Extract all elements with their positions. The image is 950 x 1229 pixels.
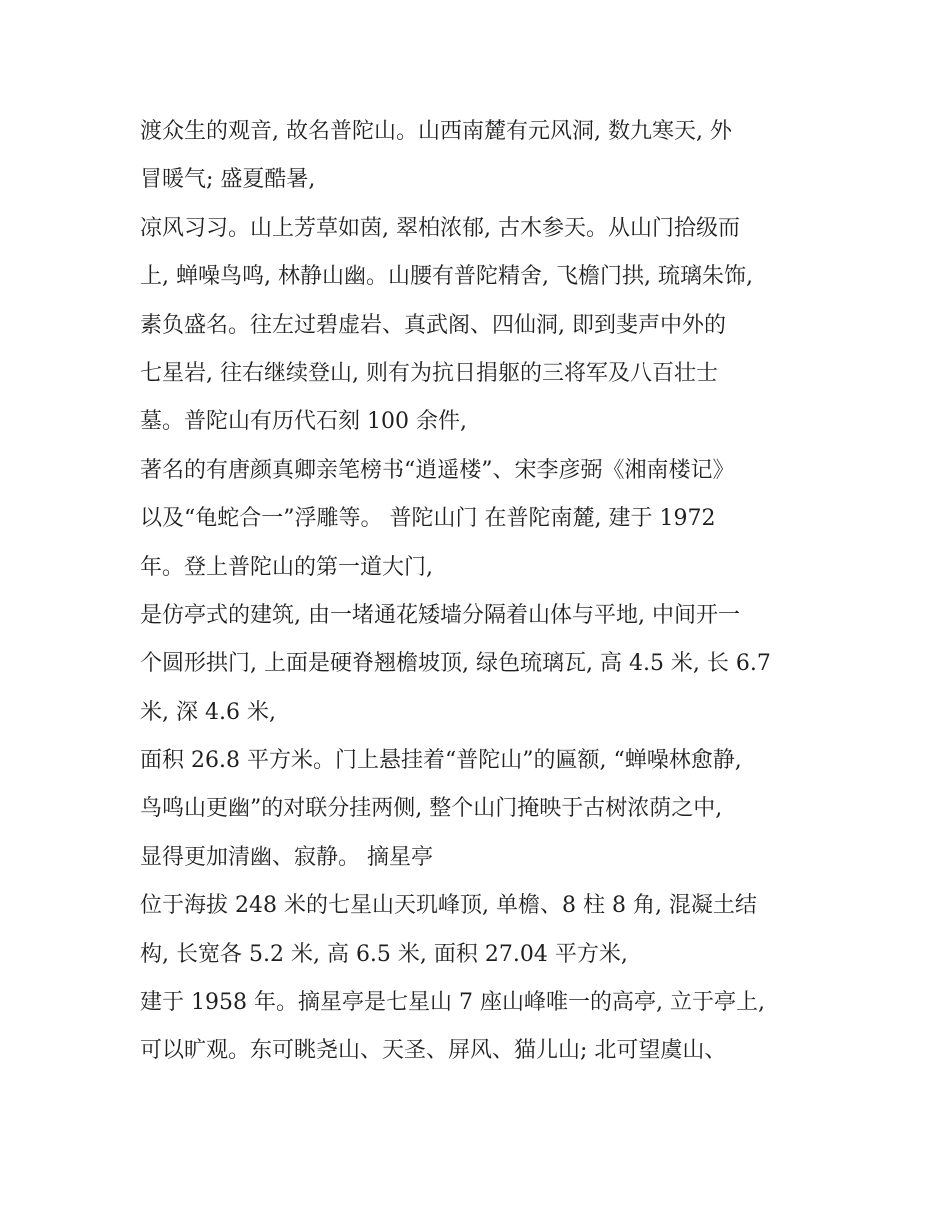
- text-line: 素负盛名。往左过碧虚岩、真武阁、四仙洞, 即到斐声中外的: [140, 312, 726, 338]
- text-line: 面积 26.8 平方米。门上悬挂着“普陀山”的匾额, “蝉噪林愈静,: [140, 748, 742, 774]
- text-line: 位于海拔 248 米的七星山天玑峰顶, 单檐、8 柱 8 角, 混凝土结: [140, 893, 757, 919]
- text-line: 鸟鸣山更幽”的对联分挂两侧, 整个山门掩映于古树浓荫之中,: [140, 796, 723, 822]
- text-line: 显得更加清幽、寂静。 摘星亭: [140, 844, 433, 870]
- text-line: 可以旷观。东可眺尧山、天圣、屏风、猫儿山; 北可望虞山、: [140, 1038, 727, 1064]
- text-line: 渡众生的观音, 故名普陀山。山西南麓有元风洞, 数九寒天, 外: [140, 119, 732, 144]
- text-line: 构, 长宽各 5.2 米, 高 6.5 米, 面积 27.04 平方米,: [140, 941, 628, 967]
- text-line: 米, 深 4.6 米,: [140, 699, 276, 725]
- text-line: 上, 蝉噪鸟鸣, 林静山幽。山腰有普陀精舍, 飞檐门拱, 琉璃朱饰,: [140, 264, 753, 290]
- text-line: 著名的有唐颜真卿亲笔榜书“逍遥楼”、宋李彦弼《湘南楼记》: [140, 457, 735, 483]
- text-line: 个圆形拱门, 上面是硬脊翘檐坡顶, 绿色琉璃瓦, 高 4.5 米, 长 6.7: [140, 651, 771, 677]
- text-line: 是仿亭式的建筑, 由一堵通花矮墙分隔着山体与平地, 中间开一: [140, 602, 740, 628]
- text-line: 年。登上普陀山的第一道大门,: [140, 554, 433, 580]
- text-line: 冒暖气; 盛夏酷暑,: [140, 167, 316, 193]
- text-line: 建于 1958 年。摘星亭是七星山 7 座山峰唯一的高亭, 立于亭上,: [140, 990, 765, 1016]
- text-line: 凉风习习。山上芳草如茵, 翠柏浓郁, 古木参天。从山门拾级而: [140, 215, 740, 241]
- text-line: 七星岩, 往右继续登山, 则有为抗日捐躯的三将军及八百壮士: [140, 360, 718, 386]
- text-line: 以及“龟蛇合一”浮雕等。 普陀山门 在普陀南麓, 建于 1972: [140, 506, 716, 532]
- body-text: [140, 108, 820, 1076]
- text-line: 墓。普陀山有历代石刻 100 余件,: [140, 409, 467, 435]
